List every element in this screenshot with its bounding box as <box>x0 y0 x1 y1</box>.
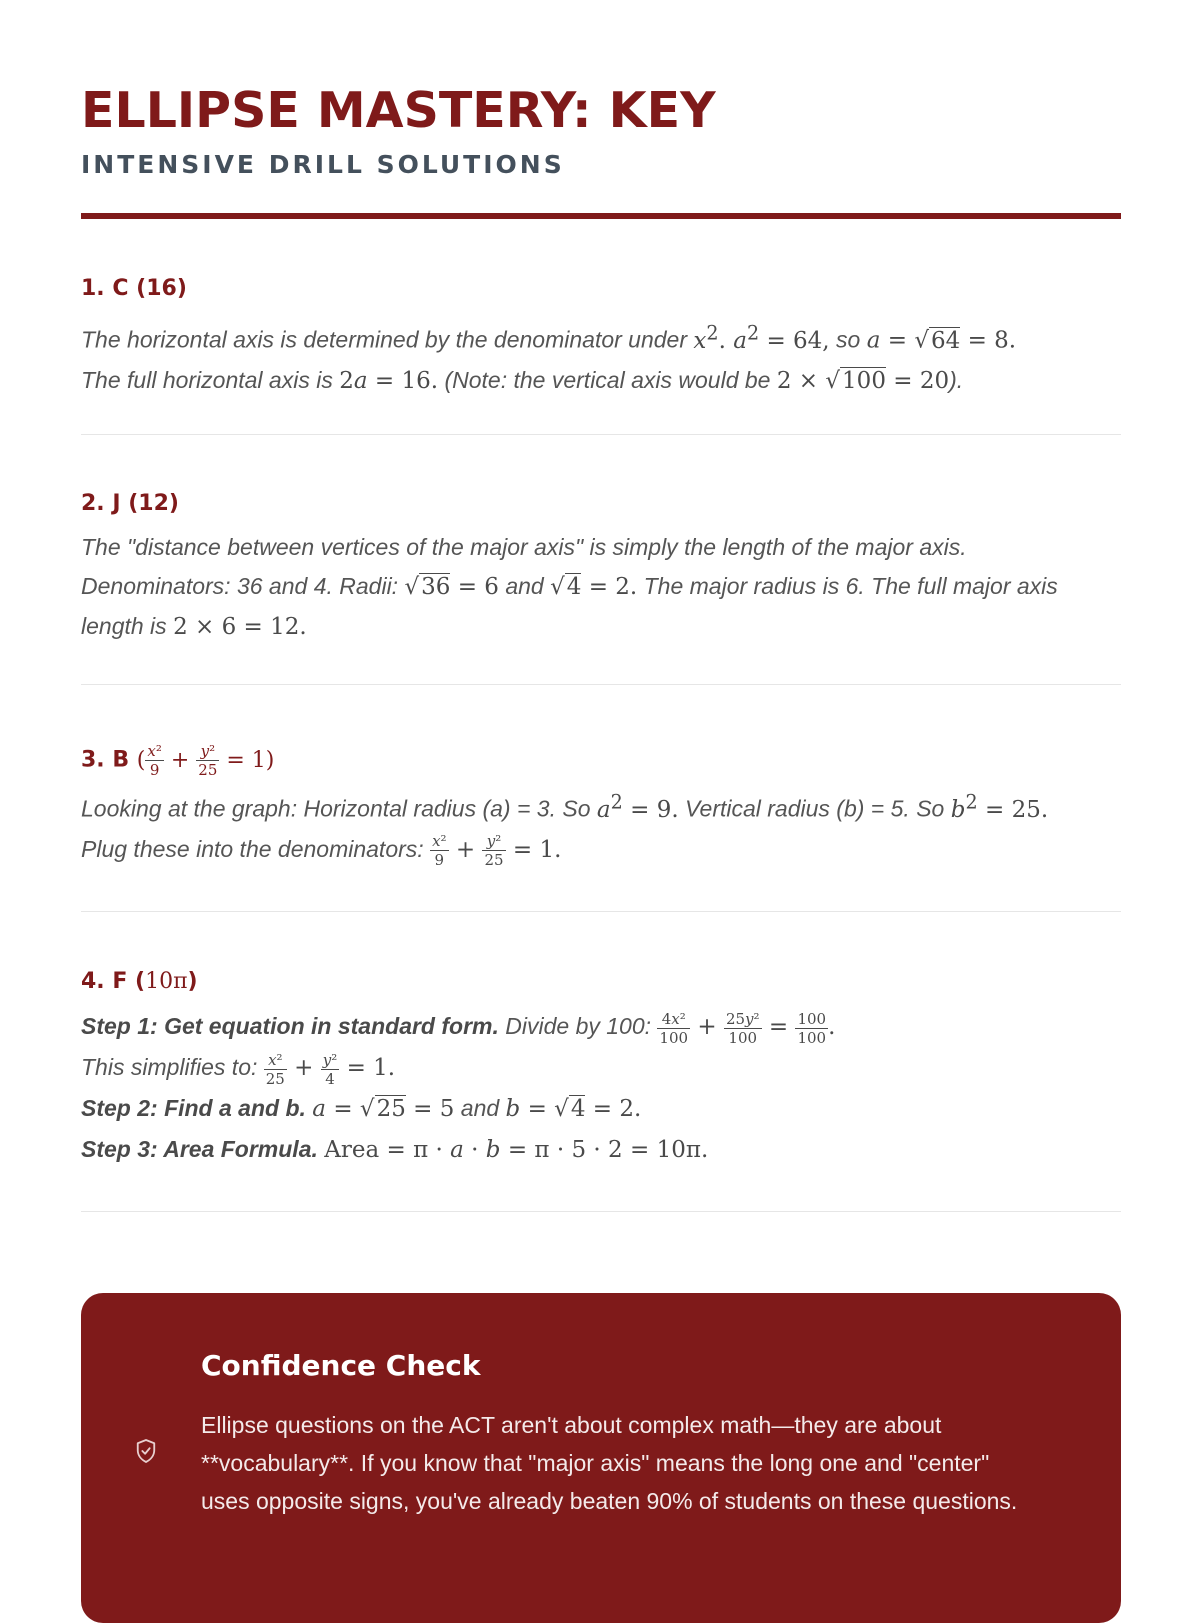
question-title: 4. F (10π) <box>81 969 198 994</box>
math: 2a = 16. <box>339 367 439 394</box>
answer-choice: J <box>112 491 121 516</box>
question-number: 2. <box>81 491 105 516</box>
page-subtitle: INTENSIVE DRILL SOLUTIONS <box>81 150 565 179</box>
math: $a^2 = 9$. <box>596 790 679 823</box>
question-title <box>81 742 1121 779</box>
question-explanation <box>81 782 1121 870</box>
math: Area = π · a · b = π · 5 · 2 = 10π. <box>324 1137 709 1163</box>
callout-title: Confidence Check <box>201 1349 481 1382</box>
explanation-text: Looking at the graph: Horizontal radius (a) = 3. So <box>81 795 591 822</box>
math: 2 × √100 = 20 <box>776 367 950 394</box>
question-explanation <box>81 528 1121 647</box>
question-1 <box>81 273 1121 401</box>
header-rule <box>81 213 1121 219</box>
divider <box>81 684 1121 685</box>
page-title: ELLIPSE MASTERY: KEY <box>81 82 716 139</box>
shield-check-icon <box>135 1438 157 1464</box>
math: $b^2 = 25$. <box>950 790 1049 823</box>
math: √36 = 6 <box>404 574 499 600</box>
question-number: 1. <box>81 276 105 301</box>
explanation-text: (Note: the vertical axis would be <box>444 366 771 393</box>
confidence-check-callout <box>81 1293 1121 1623</box>
math: $x^2$. $a^2 = 64$, <box>693 321 830 354</box>
answer-value: (16) <box>136 276 187 301</box>
explanation-text: Divide by 100: <box>505 1013 652 1039</box>
step-label: Step 1: Get equation in standard form. <box>81 1013 499 1039</box>
explanation-text: so <box>836 326 861 353</box>
divider <box>81 1211 1121 1212</box>
question-title <box>81 488 1121 520</box>
divider <box>81 434 1121 435</box>
math: b = √4 = 2. <box>505 1096 642 1122</box>
divider <box>81 911 1121 912</box>
math: 2 × 6 = 12. <box>173 614 307 640</box>
math: √4 = 2. <box>550 574 638 600</box>
question-3 <box>81 742 1121 870</box>
math: $\frac{\text{4x²}}{100}$ + $\frac{\text{25y²}}{100}$ = $\frac{100}{100}$ . <box>659 1009 836 1047</box>
question-title <box>81 273 1121 305</box>
answer-equation: ( $\frac{\text{x²}}{9}$ + $\frac{\text{y²}}{25}$ = 1) <box>136 742 275 779</box>
answer-choice: B <box>112 747 130 773</box>
explanation-text: ). <box>949 366 964 393</box>
question-explanation <box>81 313 1121 401</box>
question-2 <box>81 488 1121 647</box>
answer-value: (12) <box>128 491 179 516</box>
explanation-text: Plug these into the denominators: <box>81 835 424 862</box>
explanation-text: and <box>460 1095 500 1121</box>
math: $\frac{\text{x²}}{25}$ + $\frac{\text{y²}}{4}$ = 1. <box>265 1050 396 1088</box>
step-label: Step 3: Area Formula. <box>81 1136 318 1162</box>
answer-choice: F <box>112 969 128 994</box>
header <box>81 80 1121 179</box>
explanation-text: The horizontal axis is determined by the denominator under <box>81 326 688 353</box>
math: $\frac{\text{x²}}{9}$ + $\frac{\text{y²}}{25}$ = 1. <box>432 832 562 870</box>
explanation-text: The "distance between vertices of the major axis" is simply the length of the major axis. <box>81 534 967 560</box>
explanation-text: The major radius is 6. The full major axis length is <box>81 573 1058 639</box>
explanation-text: and <box>505 573 544 599</box>
answer-choice: C <box>112 276 129 301</box>
question-number: 4. <box>81 969 105 994</box>
math: a = √64 = 8. <box>866 327 1017 354</box>
question-explanation <box>81 1006 1121 1170</box>
explanation-text: This simplifies to: <box>81 1054 258 1080</box>
step-label: Step 2: Find a and b. <box>81 1095 306 1121</box>
explanation-text: Denominators: 36 and 4. Radii: <box>81 573 399 599</box>
math: a = √25 = 5 <box>312 1096 455 1122</box>
answer-value: 10π <box>145 969 188 994</box>
explanation-text: The full horizontal axis is <box>81 366 333 393</box>
question-number: 3. <box>81 747 105 773</box>
callout-text: Ellipse questions on the ACT aren't about complex math—they are about **vocabulary**. If you know that "major axis" means the long one and "center" uses opposite signs, you've already beaten 90% of students on these questions. <box>201 1412 1018 1514</box>
question-4 <box>81 966 1121 1170</box>
explanation-text: Vertical radius (b) = 5. So <box>685 795 945 822</box>
